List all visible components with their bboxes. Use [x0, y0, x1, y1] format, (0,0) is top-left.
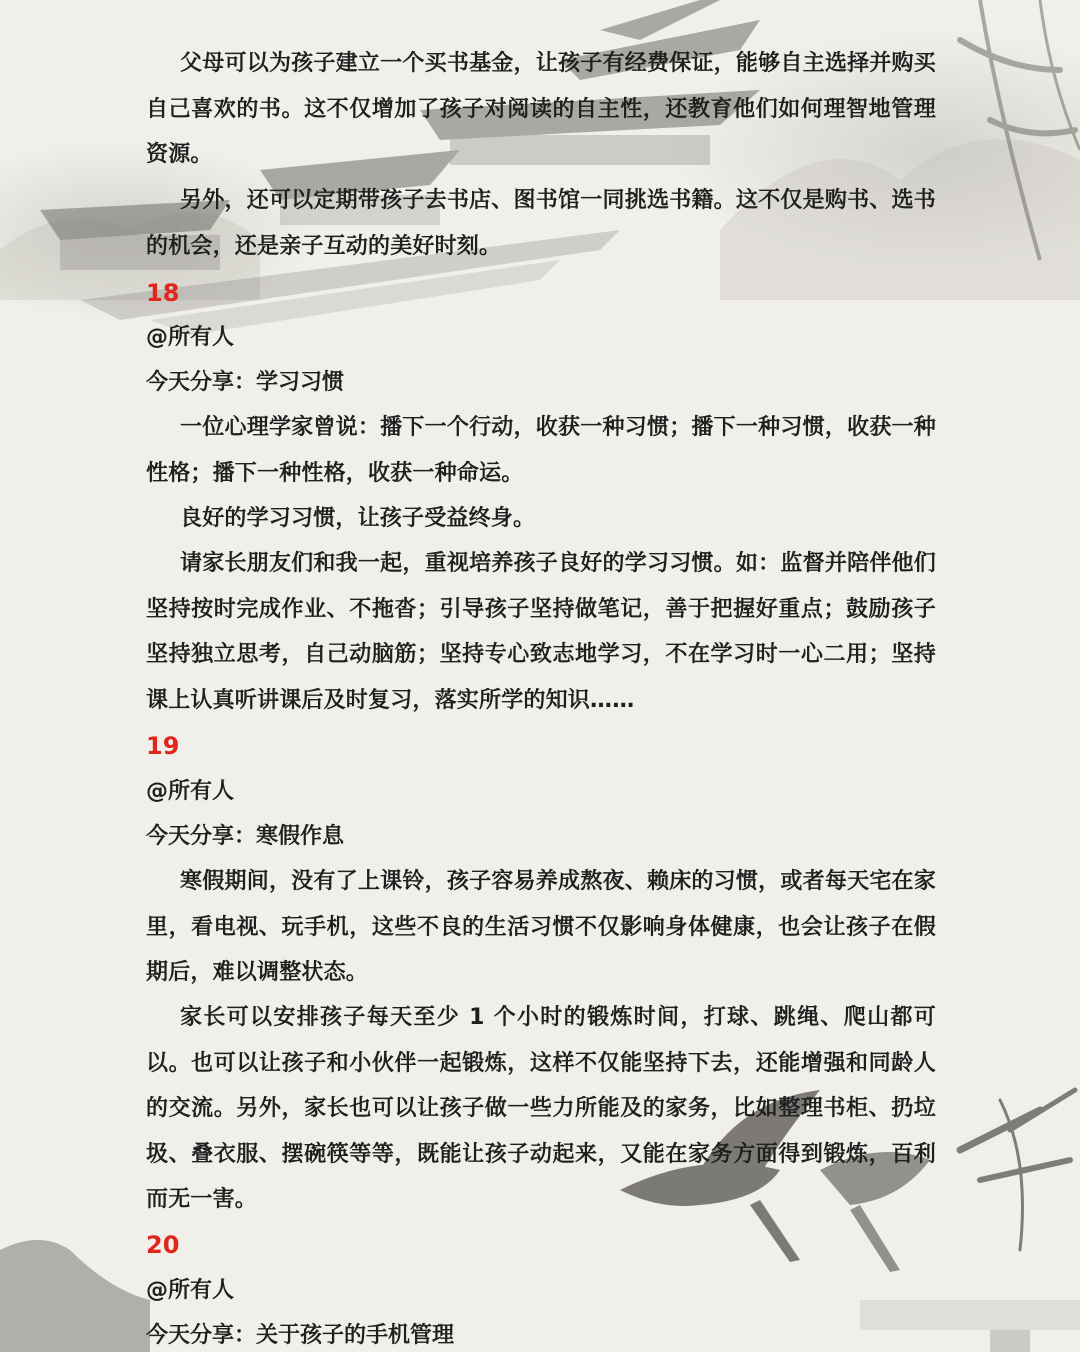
mention-all-18: @所有人: [146, 325, 235, 350]
topic-title-19: 今天分享：寒假作息: [146, 824, 345, 849]
mention-all-19: @所有人: [146, 779, 235, 804]
paragraph-habit-tips: 请家长朋友们和我一起，重视培养孩子良好的学习习惯。如：监督并陪伴他们坚持按时完成作业、不拖沓；引导孩子坚持做笔记，善于把握好重点；鼓励孩子坚持独立思考，自己动脑筋；坚持专心致志地学习，不在学习时一心二用；坚持课上认真听讲课后及时复习，落实所学的知识……: [146, 551, 936, 713]
section-number-18: 18: [146, 279, 180, 307]
section-number-20: 20: [146, 1231, 180, 1259]
paragraph-psychologist-quote: 一位心理学家曾说：播下一个行动，收获一种习惯；播下一种习惯，收获一种性格；播下一种性格，收获一种命运。: [146, 415, 936, 486]
topic-title-18: 今天分享：学习习惯: [146, 370, 345, 395]
paragraph-exercise-chores: 家长可以安排孩子每天至少 1 个小时的锻炼时间，打球、跳绳、爬山都可以。也可以让孩子和小伙伴一起锻炼，这样不仅能坚持下去，还能增强和同龄人的交流。另外，家长也可以让孩子做一些力所能及的家务，比如整理书柜、扔垃圾、叠衣服、摆碗筷等等，既能让孩子动起来，又能在家务方面得到锻炼，百利而无一害。: [146, 1005, 936, 1212]
section-number-19: 19: [146, 732, 180, 760]
mention-all-20: @所有人: [146, 1278, 235, 1303]
paragraph-bookstore-visit: 另外，还可以定期带孩子去书店、图书馆一同挑选书籍。这不仅是购书、选书的机会，还是亲子互动的美好时刻。: [146, 188, 936, 259]
paragraph-book-fund: 父母可以为孩子建立一个买书基金，让孩子有经费保证，能够自主选择并购买自己喜欢的书。这不仅增加了孩子对阅读的自主性，还教育他们如何理智地管理资源。: [146, 51, 936, 167]
paragraph-winter-break: 寒假期间，没有了上课铃，孩子容易养成熬夜、赖床的习惯，或者每天宅在家里，看电视、玩手机，这些不良的生活习惯不仅影响身体健康，也会让孩子在假期后，难以调整状态。: [146, 869, 936, 985]
topic-title-20: 今天分享：关于孩子的手机管理: [146, 1323, 455, 1348]
paragraph-good-habits: 良好的学习习惯，让孩子受益终身。: [180, 506, 536, 531]
